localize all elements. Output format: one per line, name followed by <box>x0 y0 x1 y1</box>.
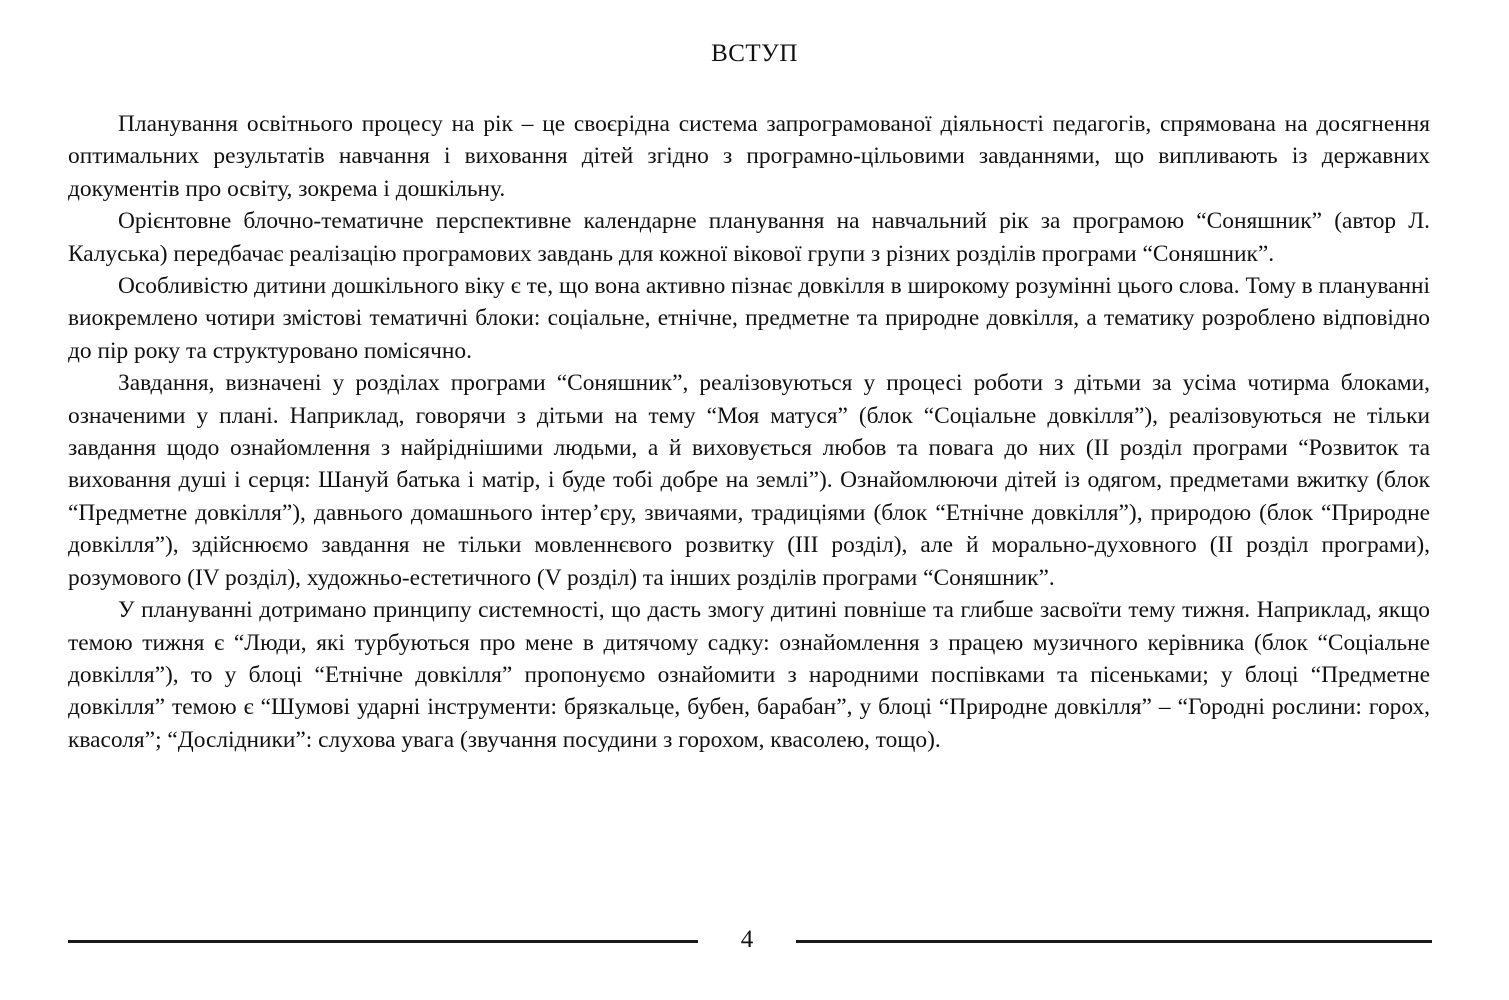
paragraph: У плануванні дотримано принципу системності, що дасть змогу дитині повніше та глибше засвоїти тему тижня. Наприклад, якщо темою тижня є “Люди, які турбуються про мене в дитячому садку: ознайомлення з працею музичного керівника (блок “Соціальне довкілля”), то у блоці “Етнічне довкілля” пропонуємо ознайомити з народними поспівками та пісеньками; у блоці “Предметне довкілля” темою є “Шумові ударні інструменти: брязкальце, бубен, барабан”, у блоці “Природне довкілля” – “Городні рослини: горох, квасоля”; “Дослідники”: слухова увага (звучання посудини з горохом, квасолею, тощо). <box>68 597 1430 753</box>
paragraph: Завдання, визначені у розділах програми “Соняшник”, реалізовуються у процесі роботи з дітьми за усіма чотирма блоками, означеними у плані. Наприклад, говорячи з дітьми на тему “Моя матуся” (блок “Соціальне довкілля”), реалізовуються не тільки завдання щодо ознайомлення з найріднішими людьми, а й виховується любов та повага до них (ІІ розділ програми “Розвиток та виховання душі і серця: Шануй батька і матір, і буде тобі добре на землі”). Ознайомлюючи дітей із одягом, предметами вжитку (блок “Предметне довкілля”), давнього домашнього інтер’єру, звичаями, традиціями (блок “Етнічне довкілля”), природою (блок “Природне довкілля”), здійснюємо завдання не тільки мовленнєвого розвитку (ІІІ розділ), але й морально-духовного (ІІ розділ програми), розумового (IV розділ), художньо-естетичного (V розділ) та інших розділів програми “Соняшник”. <box>68 370 1430 591</box>
paragraph: Особливістю дитини дошкільного віку є те, що вона активно пізнає довкілля в широкому розумінні цього слова. Тому в плануванні виокремлено чотири змістові тематичні блоки: соціальне, етнічне, предметне та природне довкілля, а тематику розроблено відповідно до пір року та структуровано помісячно. <box>68 273 1430 364</box>
page-number: 4 <box>740 926 754 953</box>
footer-rule-right <box>796 940 1432 943</box>
page-footer <box>68 924 1432 956</box>
paragraph: Планування освітнього процесу на рік – це своєрідна система запрограмованої діяльності педагогів, спрямована на досягнення оптимальних результатів навчання і виховання дітей згідно з програмно-цільовими завданнями, що випливають із державних документів про освіту, зокрема і дошкільну. <box>68 111 1430 202</box>
footer-rule-left <box>68 940 698 943</box>
paragraph: Орієнтовне блочно-тематичне перспективне календарне планування на навчальний рік за програмою “Соняшник” (автор Л. Калуська) передбачає реалізацію програмових завдань для кожної вікової групи з різних розділів програми “Соняшник”. <box>68 208 1430 267</box>
page-title: ВСТУП <box>711 40 798 67</box>
body-text <box>68 108 1430 756</box>
